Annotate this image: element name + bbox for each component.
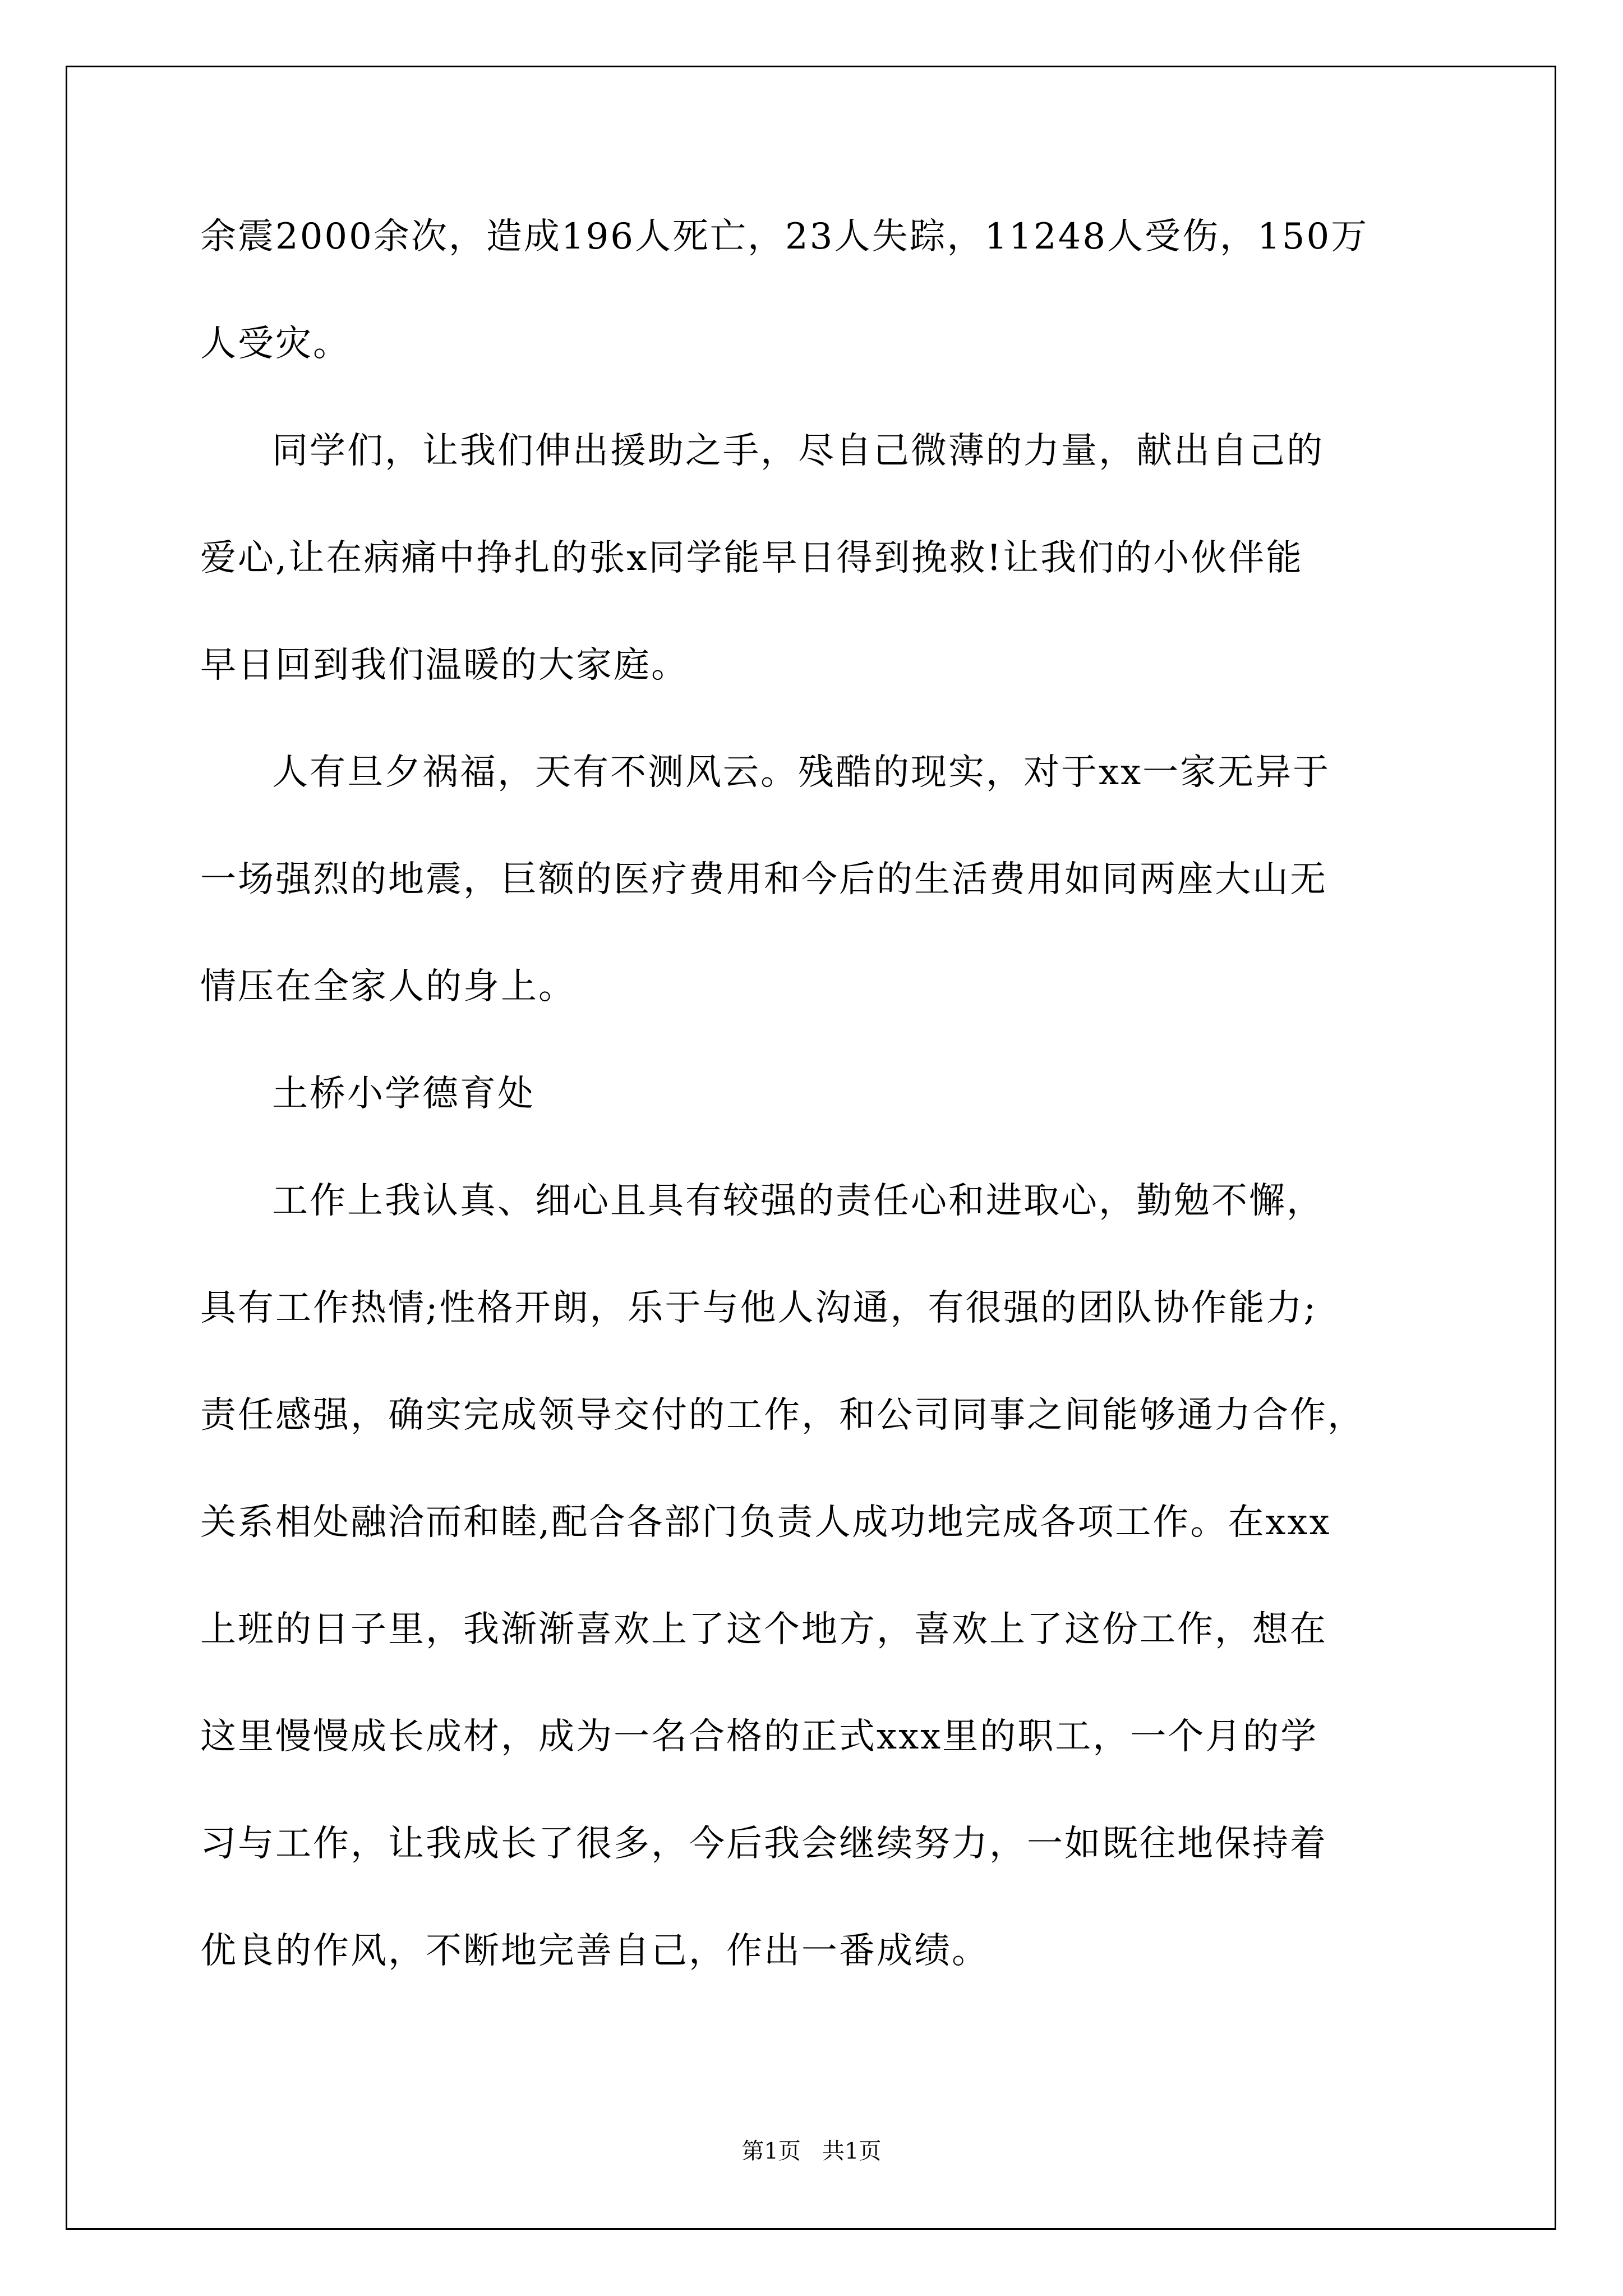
document-body (200, 216, 1428, 2040)
text-line: 一场强烈的地震，巨额的医疗费用和今后的生活费用如同两座大山无 (200, 859, 1327, 900)
paragraph-start-line: 同学们，让我们伸出援助之手，尽自己微薄的力量，献出自己的 (272, 430, 1324, 472)
text-line: 责任感强，确实完成领导交付的工作，和公司同事之间能够通力合作， (200, 1395, 1365, 1436)
text-line: 上班的日子里，我渐渐喜欢上了这个地方，喜欢上了这份工作，想在 (200, 1609, 1327, 1650)
paragraph-start-line: 工作上我认真、细心且具有较强的责任心和进取心，勤勉不懈， (272, 1180, 1324, 1222)
text-line: 关系相处融洽而和睦,配合各部门负责人成功地完成各项工作。在xxx (200, 1502, 1331, 1543)
text-line: 优良的作风，不断地完善自己，作出一番成绩。 (200, 1930, 989, 1972)
text-line: 人受灾。 (200, 323, 351, 365)
paragraph-start-line: 人有旦夕祸福，天有不测风云。残酷的现实，对于xx一家无异于 (272, 752, 1331, 793)
text-line: 爱心,让在病痛中挣扎的张x同学能早日得到挽救!让我们的小伙伴能 (200, 537, 1304, 579)
text-line: 这里慢慢成长成材，成为一名合格的正式xxx里的职工，一个月的学 (200, 1716, 1318, 1757)
text-line: 早日回到我们温暖的大家庭。 (200, 645, 689, 686)
page-footer: 第1页 共1页 (741, 2138, 882, 2164)
text-line: 习与工作，让我成长了很多，今后我会继续努力，一如既往地保持着 (200, 1823, 1327, 1865)
text-line: 具有工作热情;性格开朗，乐于与他人沟通，有很强的团队协作能力; (200, 1287, 1318, 1329)
signature-line: 土桥小学德育处 (272, 1073, 535, 1115)
text-line: 余震2000余次，造成196人死亡，23人失踪，11248人受伤，150万 (200, 216, 1369, 257)
text-line: 情压在全家人的身上。 (200, 966, 576, 1007)
